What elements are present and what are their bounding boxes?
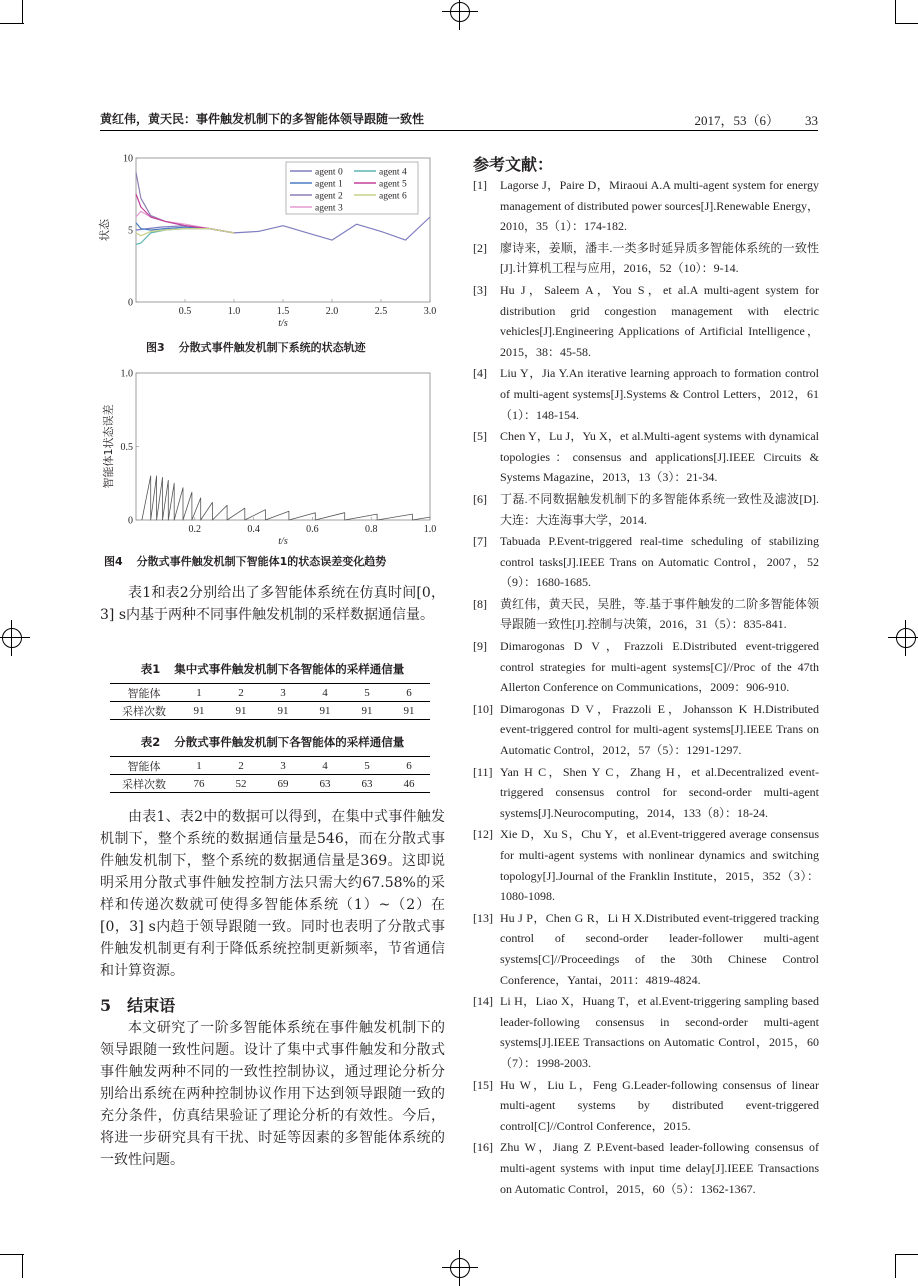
y-tick-label: 0.5	[120, 442, 133, 453]
reference-text: 黄红伟，黄天民，吴胜，等.基于事件触发的二阶多智能体领导跟随一致性[J].控制与决策，2016，31（5）：835-841.	[500, 596, 819, 632]
figure-4-chart	[98, 365, 448, 550]
crop-mark	[895, 23, 918, 24]
figure-3-chart	[98, 150, 448, 335]
paragraph-text: 表1和表2分别给出了多智能体系统在仿真时间[0，3] s内基于两种不同事件触发机制的采样数据通信量。	[100, 585, 445, 623]
table-1-number: 表1	[140, 662, 161, 676]
reference-number: [16]	[473, 1140, 493, 1155]
reference-item	[473, 636, 819, 698]
body-paragraph	[100, 1017, 445, 1171]
reference-number: [1]	[473, 178, 487, 192]
legend-label: agent 3	[315, 203, 343, 214]
references-heading: 参考文献：	[473, 155, 554, 174]
reference-item	[473, 175, 819, 237]
x-tick-label: 0.4	[247, 524, 260, 535]
reference-text: Lagorse J，Paire D，Miraoui A.A multi-agent system for energy management of distributed power sources[J].Renewable Energy，2010，35（1）：174-182.	[500, 178, 820, 234]
header-meta	[694, 110, 818, 129]
table-row	[110, 684, 430, 702]
reference-text: Hu J P，Chen G R，Li H X.Distributed event-triggered tracking control of second-order leader-follower multi-agent systems[C]//Proceedings of the 30th Chinese Control Conference，Yantai，2011：4819-4824.	[500, 910, 819, 987]
page-number: 33	[805, 113, 818, 128]
reference-number: [9]	[473, 639, 487, 654]
crop-mark	[22, 0, 23, 24]
y-axis-label: 智能体1状态误差	[102, 404, 115, 489]
reference-number: [4]	[473, 366, 487, 381]
table-cell: 52	[220, 775, 262, 793]
section-heading	[100, 993, 175, 1016]
registration-mark	[448, 0, 472, 24]
table-cell: 采样次数	[110, 775, 178, 793]
table-cell: 5	[346, 684, 388, 702]
y-tick-label: 5	[128, 225, 133, 237]
x-tick-label: 2.0	[325, 306, 339, 317]
reference-number: [5]	[473, 429, 487, 444]
reference-item	[473, 824, 819, 906]
x-tick-label: 1.0	[423, 524, 437, 535]
paragraph-text: 由表1、表2中的数据可以得到，在集中式事件触发机制下，整个系统的数据通信量是546，而在分散式事件触发机制下，整个系统的数据通信量是369。这即说明采用分散式事件触发控制方法只需大约67.58%的采样和传递次数就可使得多智能体系统（1）~（2）在[0，3] s内趋于领导跟随一致。同时也表明了分散式事件触发机制更有利于降低系统控制更新频率，节省通信和计算资源。	[100, 809, 445, 979]
reference-item	[473, 699, 819, 761]
crop-mark	[895, 1254, 896, 1278]
reference-number: [3]	[473, 282, 487, 297]
table-1	[110, 683, 430, 720]
reference-text: Hu J，Saleem A，You S，et al.A multi-agent system for distribution grid congestion management with electric vehicles[J].Engineering Applications of Artificial Intelligence，2015，38：45-58.	[500, 282, 819, 359]
body-paragraph	[100, 582, 445, 626]
reference-item	[473, 426, 819, 488]
reference-item	[473, 531, 819, 593]
table-cell: 91	[388, 702, 430, 720]
table-cell: 76	[178, 775, 220, 793]
table-cell: 91	[220, 702, 262, 720]
legend-label: agent 6	[379, 191, 407, 202]
reference-number: [14]	[473, 994, 493, 1009]
reference-text: Hu W，Liu L，Feng G.Leader-following consensus of linear multi-agent systems by distributed event-triggered control[C]//Control Conference，2015.	[500, 1077, 819, 1133]
table-cell: 6	[388, 757, 430, 775]
legend-label: agent 1	[315, 179, 343, 190]
table-cell: 1	[178, 684, 220, 702]
figure-3-caption	[146, 339, 366, 355]
header-title: 黄红伟，黄天民：事件触发机制下的多智能体领导跟随一致性	[100, 112, 425, 126]
body-paragraph	[100, 806, 445, 982]
x-axis-label: t/s	[278, 536, 288, 547]
reference-text: Chen Y，Lu J，Yu X，et al.Multi-agent systems with dynamical topologies：consensus and applications[J].IEEE Circuits & Systems Magazine，2013，13（3）：21-34.	[500, 429, 819, 485]
reference-number: [7]	[473, 534, 487, 549]
reference-item	[473, 1075, 819, 1137]
legend	[286, 162, 418, 214]
x-axis-label: t/s	[278, 318, 288, 329]
x-tick-label: 0.6	[306, 524, 319, 535]
figure-4-caption-text: 分散式事件触发机制下智能体1的状态误差变化趋势	[136, 555, 387, 568]
reference-text: 丁磊.不同数据触发机制下的多智能体系统一致性及滤波[D].大连：大连海事大学，2014.	[500, 491, 819, 527]
reference-text: Yan H C，Shen Y C，Zhang H，et al.Decentralized event-triggered consensus control for second-order multi-agent systems[J].Neurocomputing，2014，133（8）：18-24.	[500, 764, 819, 820]
figure-4-number: 图4	[104, 555, 123, 568]
reference-item	[473, 762, 819, 824]
legend-label: agent 0	[315, 167, 343, 178]
reference-number: [8]	[473, 596, 487, 611]
crop-mark	[0, 23, 24, 24]
x-tick-label: 2.5	[374, 306, 388, 317]
reference-text: Zhu W，Jiang Z P.Event-based leader-following consensus of multi-agent systems with input time delay[J].IEEE Transactions on Automatic Control，2015，60（5）：1362-1367.	[500, 1140, 819, 1196]
section-title: 结束语	[127, 996, 176, 1015]
table-cell: 智能体	[110, 757, 178, 775]
table-1-title	[100, 661, 445, 677]
reference-item	[473, 1137, 819, 1199]
paragraph-text: 本文研究了一阶多智能体系统在事件触发机制下的领导跟随一致性问题。设计了集中式事件触发和分散式事件触发两种不同的一致性控制协议，通过理论分析分别给出系统在两种控制协议作用下达到领导跟随一致的充分条件，仿真结果验证了理论分析的有效性。今后，将进一步研究具有干扰、时延等因素的多智能体系统的一致性问题。	[100, 1020, 445, 1168]
reference-item	[473, 594, 819, 635]
legend-label: agent 5	[379, 179, 407, 190]
reference-text: Xie D，Xu S，Chu Y，et al.Event-triggered average consensus for multi-agent systems with nonlinear dynamics and switching topology[J].Journal of the Franklin Institute，2015，352（3）：1080-1098.	[500, 827, 819, 904]
crop-mark	[0, 1254, 24, 1255]
reference-text: Liu Y，Jia Y.An iterative learning approach to formation control of multi-agent systems[J].Systems & Control Letters，2012，61（1）：148-154.	[500, 366, 819, 422]
x-tick-label: 1.5	[276, 306, 290, 317]
table-2-title	[100, 734, 445, 750]
table-cell: 91	[346, 702, 388, 720]
reference-number: [11]	[473, 764, 493, 779]
x-tick-label: 1.0	[227, 306, 241, 317]
table-cell: 69	[262, 775, 304, 793]
table-cell: 6	[388, 684, 430, 702]
table-cell: 4	[304, 757, 346, 775]
reference-item	[473, 489, 819, 530]
table-2-number: 表2	[140, 735, 161, 749]
reference-number: [12]	[473, 827, 493, 842]
reference-item	[473, 280, 819, 362]
table-2	[110, 756, 430, 793]
registration-mark	[448, 1256, 472, 1280]
table-cell: 91	[178, 702, 220, 720]
table-cell: 采样次数	[110, 702, 178, 720]
table-1-title-text: 集中式事件触发机制下各智能体的采样通信量	[174, 662, 405, 676]
x-tick-label: 0.8	[364, 524, 378, 535]
x-tick-label: 0.2	[188, 524, 202, 535]
table-cell: 91	[262, 702, 304, 720]
table-cell: 3	[262, 757, 304, 775]
table-cell: 智能体	[110, 684, 178, 702]
reference-number: [2]	[473, 240, 487, 255]
x-tick-label: 3.0	[423, 306, 437, 317]
x-tick-label: 0.5	[178, 306, 192, 317]
section-number: 5	[100, 996, 112, 1015]
y-tick-label: 1.0	[120, 368, 133, 380]
reference-text: Li H，Liao X，Huang T，et al.Event-triggering sampling based leader-following consensus in second-order multi-agent systems[J].IEEE Transactions on Automatic Control，2015，60（7）：1998-2003.	[500, 994, 819, 1070]
table-cell: 4	[304, 684, 346, 702]
y-tick-label: 10	[123, 153, 133, 165]
table-row	[110, 702, 430, 720]
reference-number: [13]	[473, 910, 493, 925]
table-row	[110, 757, 430, 775]
table-cell: 63	[346, 775, 388, 793]
reference-text: 廖诗来，姜顺，潘丰.一类多时延异质多智能体系统的一致性[J].计算机工程与应用，2016，52（10）：9-14.	[500, 240, 819, 276]
reference-number: [15]	[473, 1077, 493, 1092]
reference-item	[473, 238, 819, 279]
table-cell: 3	[262, 684, 304, 702]
table-cell: 2	[220, 684, 262, 702]
legend-label: agent 4	[379, 167, 407, 178]
registration-mark	[894, 626, 918, 650]
running-header	[100, 108, 818, 131]
reference-list	[473, 175, 819, 1200]
legend-label: agent 2	[315, 191, 343, 202]
reference-item	[473, 908, 819, 990]
table-cell: 91	[304, 702, 346, 720]
y-axis-label: 状态	[98, 219, 111, 241]
figure-3-number: 图3	[146, 341, 165, 354]
table-cell: 1	[178, 757, 220, 775]
reference-text: Tabuada P.Event-triggered real-time scheduling of stabilizing control tasks[J].IEEE Trans on Automatic Control，2007，52（9）：1680-1685.	[500, 534, 819, 590]
reference-number: [10]	[473, 701, 493, 716]
table-cell: 46	[388, 775, 430, 793]
crop-mark	[895, 1254, 918, 1255]
header-year-volume: 2017，53（6）	[694, 113, 779, 128]
crop-mark	[22, 1254, 23, 1278]
figure-3-caption-text: 分散式事件触发机制下系统的状态轨迹	[178, 341, 366, 354]
y-tick-label: 0	[128, 297, 133, 309]
crop-mark	[895, 0, 896, 24]
table-cell: 63	[304, 775, 346, 793]
reference-text: Dimarogonas D V，Frazzoli E，Johansson K H.Distributed event-triggered control for multi-agent systems[J].IEEE Trans on Automatic Control，2012，57（5）：1291-1297.	[500, 701, 819, 758]
table-row	[110, 775, 430, 793]
reference-item	[473, 991, 819, 1073]
reference-item	[473, 363, 819, 425]
y-tick-label: 0	[128, 515, 133, 527]
table-2-title-text: 分散式事件触发机制下各智能体的采样通信量	[174, 735, 405, 749]
table-cell: 2	[220, 757, 262, 775]
figure-4-caption	[104, 553, 386, 569]
table-cell: 5	[346, 757, 388, 775]
reference-text: Dimarogonas D V，Frazzoli E.Distributed event-triggered control strategies for multi-agent systems[C]//Proc of the 47th Allerton Conference on Communications，2009：906-910.	[500, 639, 819, 695]
registration-mark	[0, 626, 24, 650]
reference-number: [6]	[473, 491, 487, 506]
